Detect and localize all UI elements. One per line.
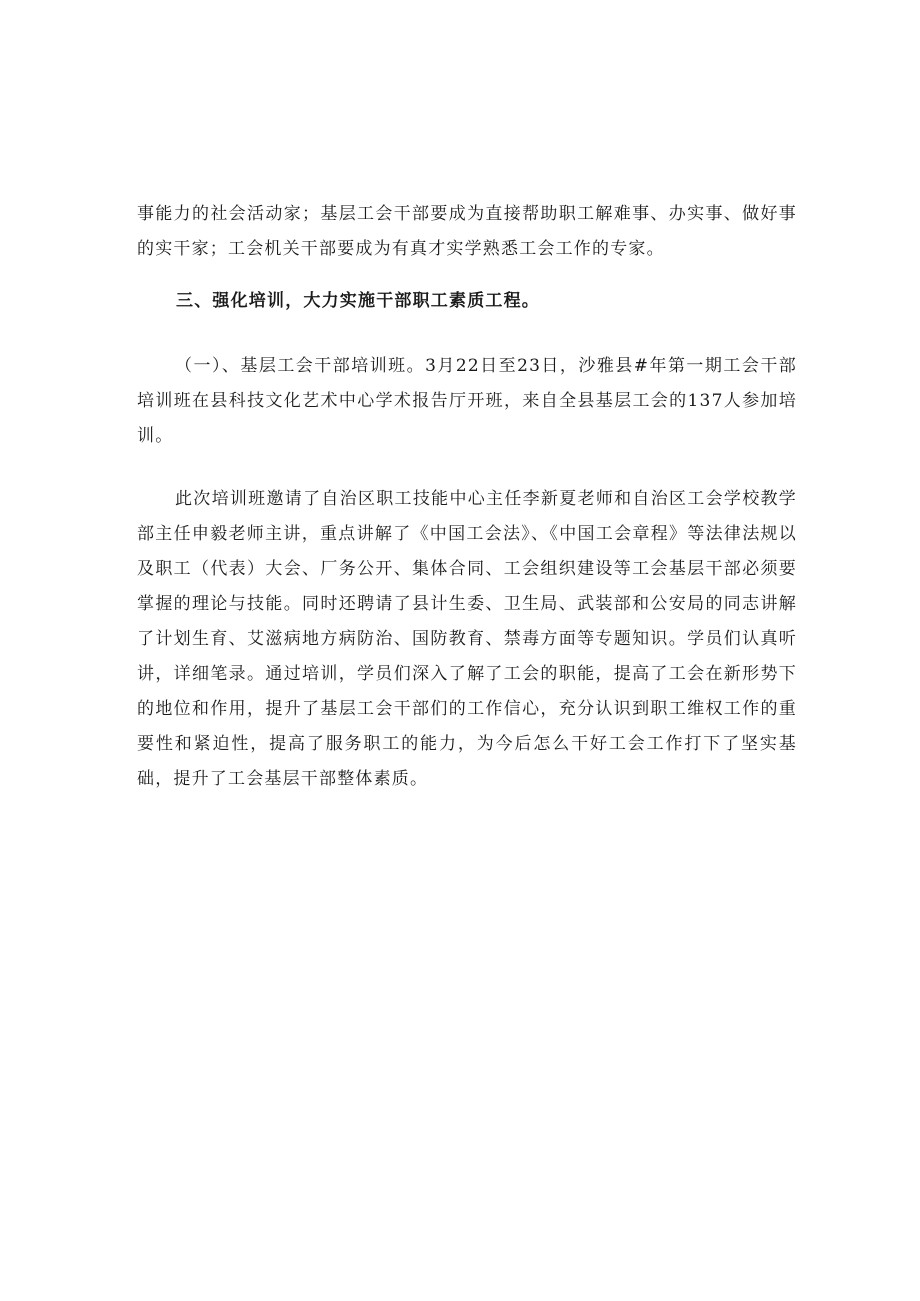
section-heading: 三、强化培训，大力实施干部职工素质工程。 (176, 291, 540, 311)
paragraph-training-detail: 此次培训班邀请了自治区职工技能中心主任李新夏老师和自治区工会学校教学部主任申毅老师主讲，重点讲解了《中国工会法》、《中国工会章程》等法律法规以及职工（代表）大会、厂务公开、集体合同、工会组织建设等工会基层干部必须要掌握的理论与技能。同时还聘请了县计生委、卫生局、武装部和公安局的同志讲解了计划生育、艾滋病地方病防治、国防教育、禁毒方面等专题知识。学员们认真听讲，详细笔录。通过培训，学员们深入了解了工会的职能，提高了工会在新形势下的地位和作用，提升了基层工会干部们的工作信心，充分认识到职工维权工作的重要性和紧迫性，提高了服务职工的能力，为今后怎么干好工会工作打下了坚实基础，提升了工会基层干部整体素质。 (137, 489, 797, 789)
paragraph-continued: 事能力的社会活动家；基层工会干部要成为直接帮助职工解难事、办实事、做好事的实干家；工会机关干部要成为有真才实学熟悉工会工作的专家。 (137, 204, 797, 259)
paragraph-training-class: （一）、基层工会干部培训班。3月22日至23日，沙雅县#年第一期工会干部培训班在县科技文化艺术中心学术报告厅开班，来自全县基层工会的137人参加培训。 (137, 356, 797, 446)
